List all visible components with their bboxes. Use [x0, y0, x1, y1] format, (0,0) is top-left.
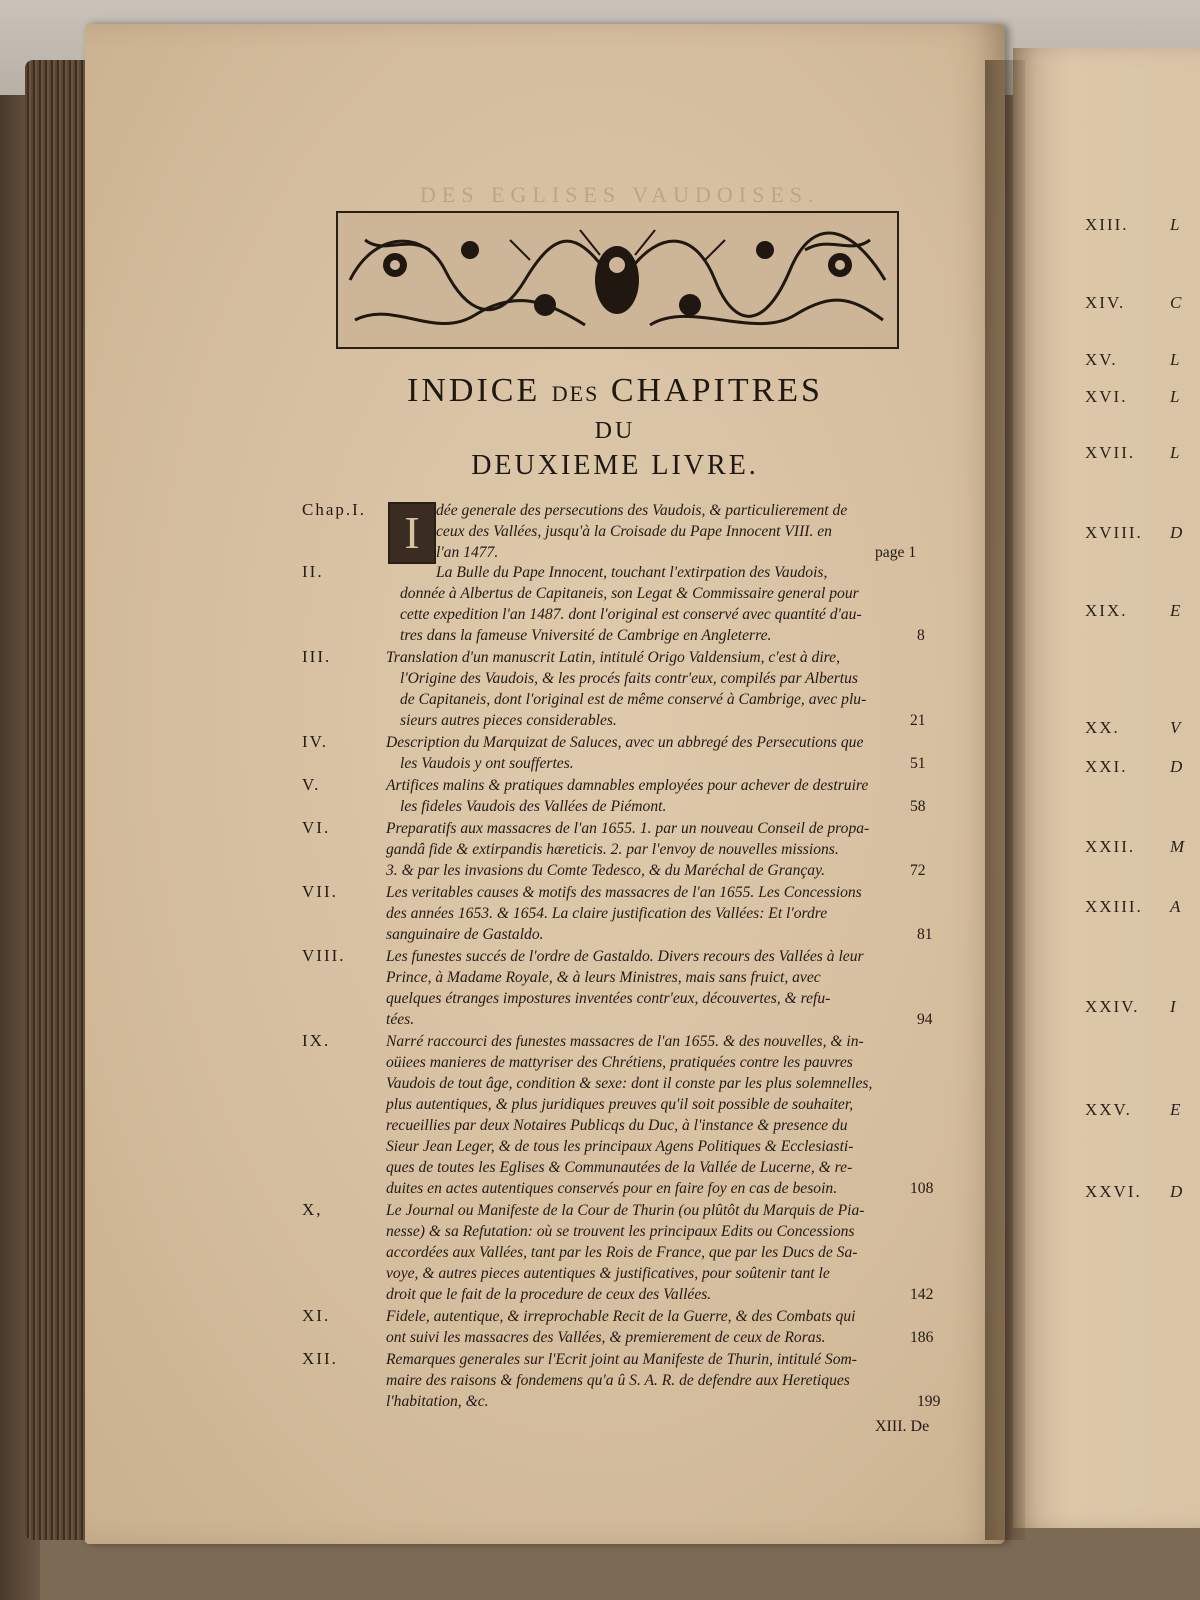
chapter-line: maire des raisons & fondemens qu'a û S. A. R. de defendre aux Heretiques [386, 1372, 850, 1389]
chapter-page: 72 [910, 862, 926, 879]
chapter-line: donnée à Albertus de Capitaneis, son Legat & Commissaire general pour [400, 585, 859, 602]
title-word-chapitres: CHAPITRES [610, 372, 823, 409]
chapter-line: voye, & autres pieces autentiques & justificatives, pour soûtenir tant le [386, 1265, 830, 1282]
right-chapter-number: XX. [1085, 718, 1120, 737]
right-chapter-number: XXV. [1085, 1100, 1132, 1119]
right-chapter-number: XVI. [1085, 387, 1128, 406]
chapter-line: Preparatifs aux massacres de l'an 1655. 1. par un nouveau Conseil de propa- [386, 820, 870, 837]
chapter-line: Vaudois de tout âge, condition & sexe: dont il conste par les plus solemnelles, [386, 1075, 873, 1092]
chapter-line: plus autentiques, & plus juridiques preuves qu'il soit possible de souhaiter, [386, 1096, 854, 1113]
right-chapter-initial: L [1170, 387, 1180, 406]
chapter-number: XI. [302, 1306, 331, 1325]
right-chapter-initial: C [1170, 293, 1182, 312]
chapter-line: 3. & par les invasions du Comte Tedesco, & du Maréchal de Grançay. [386, 862, 826, 879]
chapter-line: les Vaudois y ont souffertes. [400, 755, 574, 772]
chapter-line: les fideles Vaudois des Vallées de Piémont. [400, 798, 667, 815]
chapter-line: Translation d'un manuscrit Latin, intitulé Origo Valdensium, c'est à dire, [386, 649, 840, 666]
chapter-number: IV. [302, 732, 328, 751]
right-chapter-number: XIII. [1085, 215, 1129, 234]
chapter-line: oüiees manieres de mattyriser des Chrétiens, pratiquées contre les pauvres [386, 1054, 853, 1071]
title-word-des: DES [551, 381, 600, 406]
chapter-line: La Bulle du Pape Innocent, touchant l'extirpation des Vaudois, [436, 564, 828, 581]
chapter-line: ceux des Vallées, jusqu'à la Croisade du Pape Innocent VIII. en [436, 523, 832, 540]
chapter-line: ques de toutes les Eglises & Communautées de la Vallée de Lucerne, & re- [386, 1159, 853, 1176]
title-word-indice: INDICE [407, 372, 541, 409]
chapter-number: X, [302, 1200, 323, 1219]
chapter-number: VII. [302, 882, 338, 901]
chapter-line: quelques étranges impostures inventées contr'eux, découvertes, & refu- [386, 990, 831, 1007]
woodcut-headpiece-ornament [335, 210, 900, 350]
right-chapter-initial: M [1170, 837, 1185, 856]
right-chapter-initial: D [1170, 757, 1183, 776]
chapter-page: 199 [917, 1393, 941, 1410]
chapter-line: Les funestes succés de l'ordre de Gastaldo. Divers recours des Vallées à leur [386, 948, 864, 965]
chapter-number: Chap.I. [302, 500, 367, 519]
right-chapter-number: XXIII. [1085, 897, 1143, 916]
chapter-line: l'Origine des Vaudois, & les procés faits contr'eux, compilés par Albertus [400, 670, 858, 687]
chapter-page: 8 [917, 627, 925, 644]
catchword: XIII. De [875, 1418, 930, 1435]
chapter-line: Description du Marquizat de Saluces, avec un abbregé des Persecutions que [386, 734, 864, 751]
title-du: DU [594, 418, 636, 444]
chapter-page: 142 [910, 1286, 934, 1303]
chapter-line: tées. [386, 1011, 415, 1028]
chapter-number: III. [302, 647, 332, 666]
chapter-page: 51 [910, 755, 926, 772]
chapter-line: Artifices malins & pratiques damnables employées pour achever de destruire [386, 777, 869, 794]
right-chapter-initial: V [1170, 718, 1181, 737]
chapter-line: Fidele, autentique, & irreprochable Recit de la Guerre, & des Combats qui [386, 1308, 856, 1325]
right-chapter-number: XVIII. [1085, 523, 1143, 542]
right-chapter-number: XXII. [1085, 837, 1136, 856]
chapter-number: II. [302, 562, 324, 581]
book-gutter [985, 60, 1025, 1540]
chapter-page: page 1 [875, 544, 917, 561]
chapter-line: sanguinaire de Gastaldo. [386, 926, 544, 943]
chapter-number: XII. [302, 1349, 338, 1368]
chapter-line: Remarques generales sur l'Ecrit joint au Manifeste de Thurin, intitulé Som- [386, 1351, 857, 1368]
chapter-line: Le Journal ou Manifeste de la Cour de Thurin (ou plûtôt du Marquis de Pia- [386, 1202, 865, 1219]
chapter-number: IX. [302, 1031, 331, 1050]
chapter-line: Sieur Jean Leger, & de tous les principaux Agens Politiques & Ecclesiasti- [386, 1138, 854, 1155]
right-chapter-initial: D [1170, 523, 1183, 542]
chapter-line: de Capitaneis, dont l'original est de même conservé à Cambrige, avec plu- [400, 691, 867, 708]
running-head-bleed: DES EGLISES VAUDOISES. [420, 182, 820, 207]
right-chapter-number: XV. [1085, 350, 1118, 369]
title-deuxieme-livre: DEUXIEME LIVRE. [471, 450, 759, 481]
chapter-line: l'habitation, &c. [386, 1393, 489, 1410]
chapter-page: 21 [910, 712, 926, 729]
right-chapter-initial: L [1170, 443, 1180, 462]
right-chapter-initial: L [1170, 350, 1180, 369]
chapter-page: 186 [910, 1329, 934, 1346]
chapter-number: VIII. [302, 946, 346, 965]
page-title [375, 372, 855, 410]
right-chapter-initial: E [1170, 1100, 1181, 1119]
chapter-page: 81 [917, 926, 933, 943]
right-chapter-initial: A [1170, 897, 1181, 916]
chapter-line: des années 1653. & 1654. La claire justification des Vallées: Et l'ordre [386, 905, 828, 922]
chapter-page: 58 [910, 798, 926, 815]
right-chapter-initial: I [1170, 997, 1176, 1016]
chapter-line: cette expedition l'an 1487. dont l'original est conservé avec quantité d'au- [400, 606, 862, 623]
chapter-line: ont suivi les massacres des Vallées, & premierement de ceux de Roras. [386, 1329, 826, 1346]
chapter-line: droit que le fait de la procedure de ceux des Vallées. [386, 1286, 712, 1303]
chapter-number: V. [302, 775, 321, 794]
right-chapter-initial: L [1170, 215, 1180, 234]
chapter-line: l'an 1477. [436, 544, 499, 561]
chapter-line: recueillies par deux Notaires Publicqs du Duc, à l'instance & presence du [386, 1117, 848, 1134]
right-chapter-number: XXI. [1085, 757, 1128, 776]
chapter-line: sieurs autres pieces considerables. [400, 712, 617, 729]
chapter-line: Les veritables causes & motifs des massacres de l'an 1655. Les Concessions [386, 884, 862, 901]
right-chapter-number: XXVI. [1085, 1182, 1142, 1201]
chapter-number: VI. [302, 818, 331, 837]
chapter-line: nesse) & sa Refutation: où se trouvent les principaux Edits ou Concessions [386, 1223, 855, 1240]
chapter-line: accordées aux Vallées, tant par les Rois de France, que par les Ducs de Sa- [386, 1244, 858, 1261]
chapter-line: duites en actes autentiques conservés pour en faire foy en cas de besoin. [386, 1180, 838, 1197]
chapter-line: gandâ fide & extirpandis hæreticis. 2. par l'envoy de nouvelles missions. [386, 841, 839, 858]
right-chapter-initial: E [1170, 601, 1181, 620]
right-chapter-initial: D [1170, 1182, 1183, 1201]
chapter-line: tres dans la fameuse Vniversité de Cambrige en Angleterre. [400, 627, 772, 644]
chapter-page: 94 [917, 1011, 933, 1028]
chapter-line: Narré raccourci des funestes massacres de l'an 1655. & des nouvelles, & in- [386, 1033, 864, 1050]
chapter-line: Prince, à Madame Royale, & à leurs Ministres, mais sans fruict, avec [386, 969, 821, 986]
decorated-initial: I [388, 502, 436, 564]
right-chapter-number: XIV. [1085, 293, 1126, 312]
chapter-line: dée generale des persecutions des Vaudois, & particulierement de [436, 502, 848, 519]
chapter-page: 108 [910, 1180, 934, 1197]
right-page [1013, 48, 1200, 1528]
right-chapter-number: XIX. [1085, 601, 1128, 620]
right-chapter-number: XXIV. [1085, 997, 1140, 1016]
right-chapter-number: XVII. [1085, 443, 1136, 462]
